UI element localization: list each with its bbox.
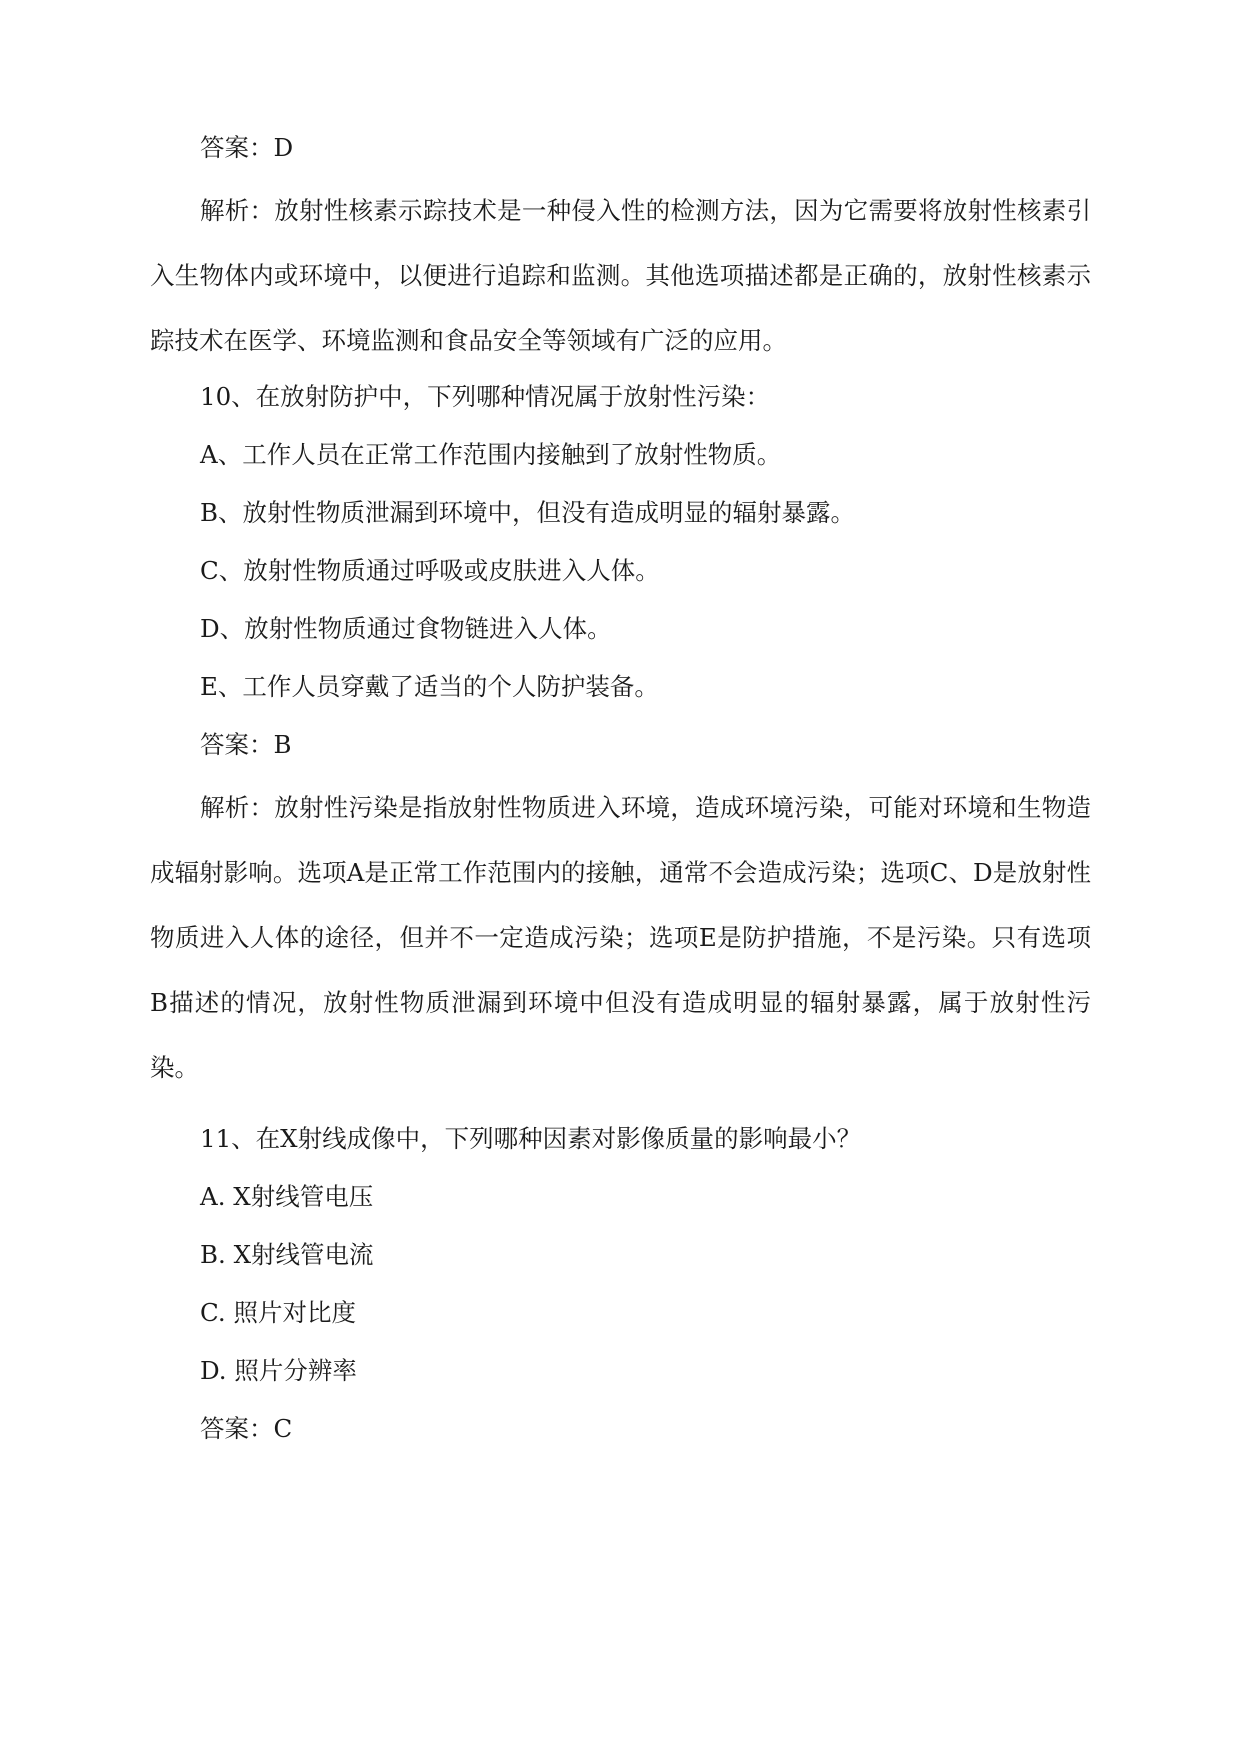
analysis-text: 解析：放射性核素示踪技术是一种侵入性的检测方法，因为它需要将放射性核素引入生物体内或环境中，以便进行追踪和监测。其他选项描述都是正确的，放射性核素示踪技术在医学、环境监测和食品安全等领域有广泛的应用。 [150,196,1091,355]
option-text: D. 照片分辨率 [200,1356,357,1385]
q10-option-e [150,672,1091,701]
option-text: E、工作人员穿戴了适当的个人防护装备。 [200,672,659,701]
q11-option-c [150,1298,1091,1327]
q10-question [150,382,1091,411]
q10-analysis [150,775,1091,1100]
option-text: D、放射性物质通过食物链进入人体。 [200,614,612,643]
q10-answer [150,730,1091,759]
q11-answer [150,1414,1091,1443]
option-text: A. X射线管电压 [200,1182,374,1211]
answer-text: 答案：D [200,133,294,162]
option-text: C. 照片对比度 [200,1298,356,1327]
q10-option-a [150,440,1091,469]
option-text: B、放射性物质泄漏到环境中，但没有造成明显的辐射暴露。 [200,498,856,527]
answer-text: 答案：B [200,730,292,759]
question-text: 10、在放射防护中，下列哪种情况属于放射性污染： [200,382,771,411]
q11-option-b [150,1240,1091,1269]
q10-option-c [150,556,1091,585]
q9-analysis [150,178,1091,373]
answer-text: 答案：C [200,1414,293,1443]
q11-option-d [150,1356,1091,1385]
analysis-text: 解析：放射性污染是指放射性物质进入环境，造成环境污染，可能对环境和生物造成辐射影响。选项A是正常工作范围内的接触，通常不会造成污染；选项C、D是放射性物质进入人体的途径，但并不一定造成污染；选项E是防护措施，不是污染。只有选项B描述的情况，放射性物质泄漏到环境中但没有造成明显的辐射暴露，属于放射性污染。 [150,793,1091,1082]
q9-answer [150,133,1091,162]
option-text: A、工作人员在正常工作范围内接触到了放射性物质。 [200,440,782,469]
option-text: C、放射性物质通过呼吸或皮肤进入人体。 [200,556,660,585]
option-text: B. X射线管电流 [200,1240,374,1269]
q11-question [150,1124,1091,1153]
q11-option-a [150,1182,1091,1211]
question-text: 11、在X射线成像中，下列哪种因素对影像质量的影响最小？ [200,1124,862,1153]
q10-option-d [150,614,1091,643]
q10-option-b [150,498,1091,527]
